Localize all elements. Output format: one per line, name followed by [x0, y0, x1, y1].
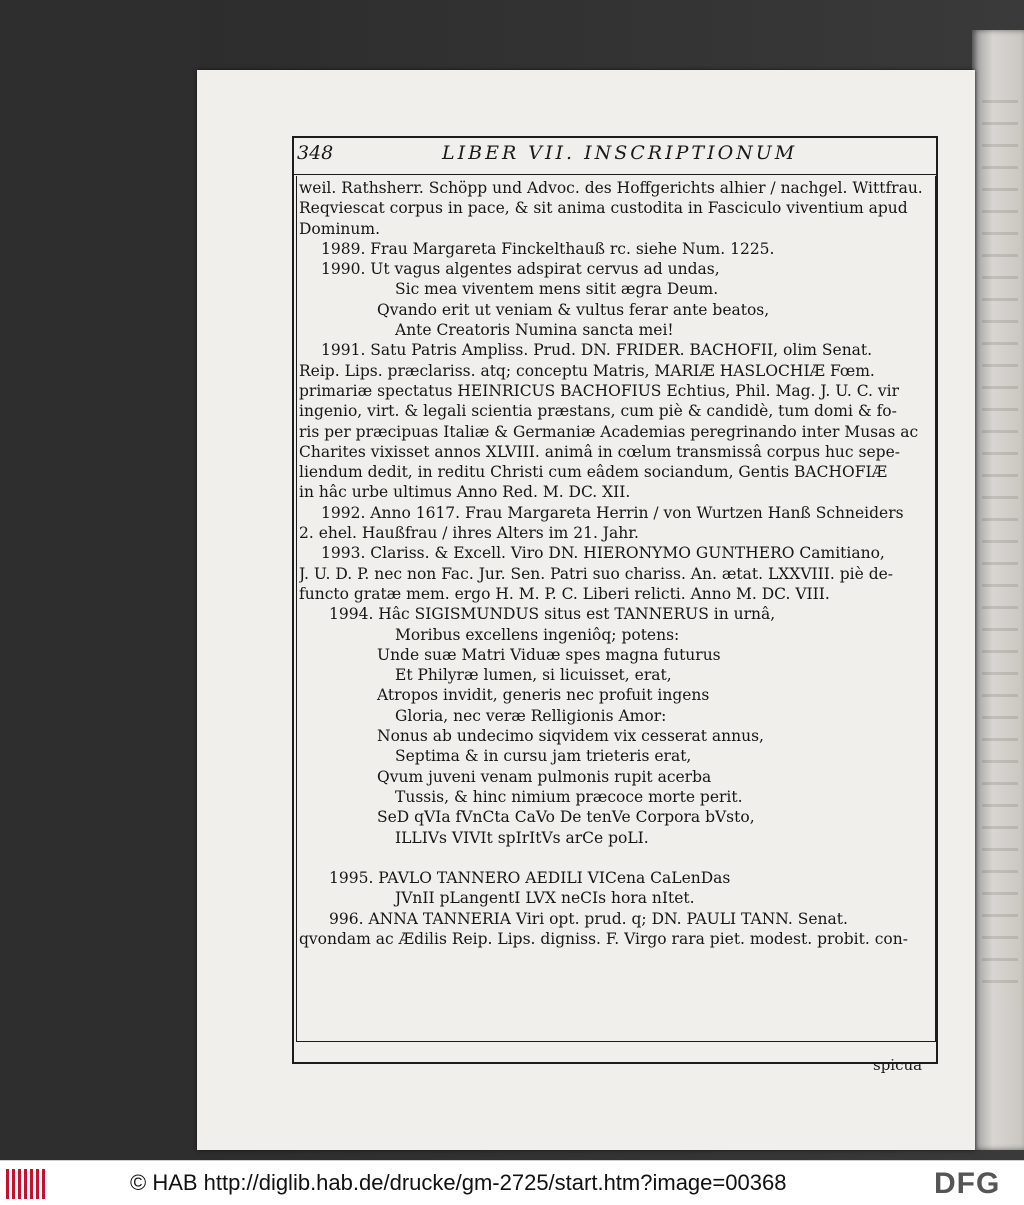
text-line: Moribus excellens ingeniôq; potens: [395, 625, 680, 644]
text-line: Qvum juveni venam pulmonis rupit acerba [377, 767, 712, 786]
catchword: spicua [873, 1056, 923, 1074]
text-line: 1993. Clariss. & Excell. Viro DN. HIERONYMO GUNTHERO Camitiano, [321, 544, 885, 563]
book-page [197, 70, 975, 1150]
text-line: Reqviescat corpus in pace, & sit anima custodita in Fasciculo viventium apud [299, 199, 908, 218]
text-line: Septima & in cursu jam trieteris erat, [395, 747, 692, 766]
footer-bar [0, 1160, 1024, 1205]
text-line: SeD qVIa fVnCta CaVo De tenVe Corpora bVsto, [377, 808, 755, 827]
text-line: Unde suæ Matri Viduæ spes magna futurus [377, 645, 721, 664]
text-line: ingenio, virt. & legali scientia præstans, cum piè & candidè, tum domi & fo- [299, 402, 897, 421]
running-head: LIBER VII. INSCRIPTIONUM [442, 142, 798, 164]
text-line: J. U. D. P. nec non Fac. Jur. Sen. Patri suo chariss. An. ætat. LXXVIII. piè de- [299, 564, 894, 583]
dfg-logo[interactable]: DFG [934, 1167, 1001, 1200]
text-line: functo gratæ mem. ergo H. M. P. C. Liberi relicti. Anno M. DC. VIII. [299, 584, 830, 603]
adjacent-page-edge [972, 30, 1024, 1150]
left-scan-margin [0, 0, 200, 1160]
text-line: Atropos invidit, generis nec profuit ingens [377, 686, 710, 705]
text-line: Et Philyræ lumen, si licuisset, erat, [395, 666, 672, 685]
text-line: Dominum. [299, 219, 381, 238]
text-line: 2. ehel. Haußfrau / ihres Alters im 21. Jahr. [299, 524, 639, 543]
text-line: Charites vixisset annos XLVIII. animâ in cœlum transmissâ corpus huc sepe- [299, 442, 900, 461]
page-text-block [299, 178, 933, 949]
text-line: in hâc urbe ultimus Anno Red. M. DC. XII. [299, 483, 631, 502]
text-line: JVnII pLangentI LVX neCIs hora nItet. [395, 889, 695, 908]
page-number: 348 [297, 142, 334, 164]
hab-logo-icon[interactable] [6, 1169, 46, 1199]
adjacent-page-bleed-text [982, 100, 1018, 1000]
text-line: qvondam ac Ædilis Reip. Lips. digniss. F. Virgo rara piet. modest. probit. con- [299, 929, 908, 948]
text-line: 1991. Satu Patris Ampliss. Prud. DN. FRIDER. BACHOFII, olim Senat. [321, 341, 873, 360]
text-line: Sic mea viventem mens sitit ægra Deum. [395, 280, 719, 299]
text-line: weil. Rathsherr. Schöpp und Advoc. des Hoffgerichts alhier / nachgel. Wittfrau. [299, 179, 923, 197]
header-rule [294, 174, 938, 175]
text-line: Gloria, nec veræ Relligionis Amor: [395, 706, 667, 725]
text-line: liendum dedit, in reditu Christi cum eâdem sociandum, Gentis BACHOFIÆ [299, 463, 888, 482]
text-line: Qvando erit ut veniam & vultus ferar ante beatos, [377, 300, 770, 319]
copyright-link[interactable]: © HAB http://diglib.hab.de/drucke/gm-2725/start.htm?image=00368 [130, 1170, 787, 1195]
text-line: ris per præcipuas Italiæ & Germaniæ Academias peregrinando inter Musas ac [299, 422, 919, 441]
text-line: 1990. Ut vagus algentes adspirat cervus ad undas, [321, 260, 720, 279]
text-line: Tussis, & hinc nimium præcoce morte perit. [395, 787, 743, 806]
text-line: ILLIVs VIVIt spIrItVs arCe poLI. [395, 828, 649, 847]
text-line: 1989. Frau Margareta Finckelthauß rc. siehe Num. 1225. [321, 239, 775, 258]
text-line [299, 848, 933, 868]
text-line: primariæ spectatus HEINRICUS BACHOFIUS Echtius, Phil. Mag. J. U. C. vir [299, 381, 899, 400]
text-line: 996. ANNA TANNERIA Viri opt. prud. q; DN. PAULI TANN. Senat. [329, 909, 848, 928]
text-line: 1994. Hâc SIGISMUNDUS situs est TANNERUS in urnâ, [329, 605, 776, 624]
text-line: 1995. PAVLO TANNERO AEDILI VICena CaLenDas [329, 869, 731, 888]
text-line: Ante Creatoris Numina sancta mei! [395, 321, 674, 340]
text-line: 1992. Anno 1617. Frau Margareta Herrin / von Wurtzen Hanß Schneiders [321, 503, 904, 522]
text-line: Nonus ab undecimo siqvidem vix cesserat annus, [377, 727, 764, 746]
text-line: Reip. Lips. præclariss. atq; conceptu Matris, MARIÆ HASLOCHIÆ Fœm. [299, 361, 875, 380]
